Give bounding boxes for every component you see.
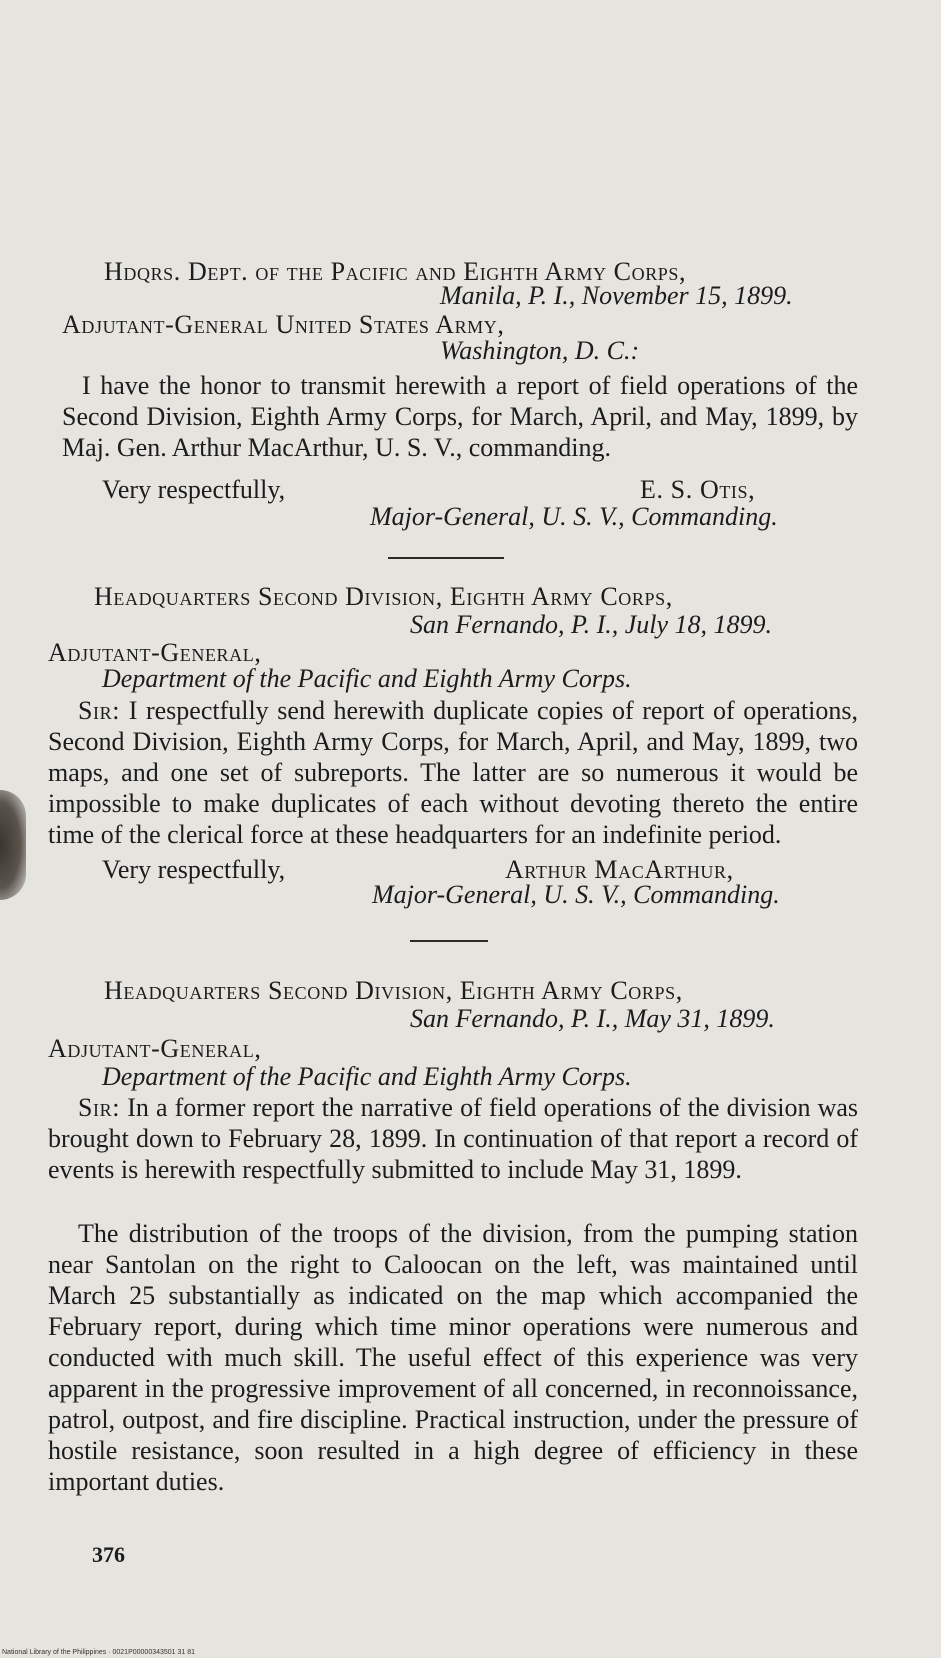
letter3-body1-text: In a former report the narrative of field operations of the division was brought down to February 28, 1899. In continuation of that report a record of events is herewith respectfully submitted to include May 31, 1899. — [48, 1093, 859, 1184]
letter3-body-2: The distribution of the troops of the division, from the pumping station near Santolan on the right to Caloocan on the left, was maintained until March 25 substantially as indicated on the map which accompanied the February report, during which time minor operations were numerous and conducted with much skill. The useful effect of this experience was very apparent in the progressive improvement of all concerned, in reconnoissance, patrol, outpost, and fire discipline. Practical instruction, under the pressure of hostile resistance, soon resulted in a high degree of efficiency in these important duties. — [48, 1219, 858, 1496]
letter2-place-date: San Fernando, P. I., July 18, 1899. — [410, 610, 773, 639]
letter2-signer: Arthur MacArthur, — [505, 855, 734, 884]
letter1-place-date: Manila, P. I., November 15, 1899. — [440, 281, 793, 310]
letter3-salutation: Sir: — [78, 1093, 121, 1122]
letter2-signer-title: Major-General, U. S. V., Commanding. — [372, 880, 780, 909]
letter2-addressee-dept: Department of the Pacific and Eighth Army Corps. — [102, 664, 632, 693]
letter2-closing: Very respectfully, — [102, 855, 286, 884]
scan-thumb-shadow — [0, 790, 26, 900]
section-divider — [388, 557, 504, 559]
letter3-body-1 — [48, 1092, 858, 1185]
letter1-signer: E. S. Otis, — [640, 475, 756, 504]
letter1-addressee-place: Washington, D. C.: — [440, 336, 640, 365]
letter1-signer-title: Major-General, U. S. V., Commanding. — [370, 502, 778, 531]
letter2-body — [48, 695, 858, 850]
letter2-body-text: I respectfully send herewith duplicate copies of report of operations, Second Division, Eighth Army Corps, for March, April, and May, 1899, two maps, and one set of subreports. The latter are so numerous it would be impossible to make duplicates of each without devoting thereto the entire time of the clerical force at these headquarters for an indefinite period. — [48, 696, 859, 849]
letter1-body: I have the honor to transmit herewith a report of field operations of the Second Division, Eighth Army Corps, for March, April, and May, 1899, by Maj. Gen. Arthur MacArthur, U. S. V., commanding. — [62, 371, 858, 462]
section-divider — [410, 940, 488, 942]
letter1-addressee: Adjutant-General United States Army, — [62, 310, 505, 339]
letter3-addressee: Adjutant-General, — [48, 1034, 262, 1063]
page-number: 376 — [92, 1542, 125, 1567]
scan-footer: National Library of the Philippines · 0021P00000343501 31 81 — [2, 1649, 196, 1656]
letter2-addressee: Adjutant-General, — [48, 638, 262, 667]
letter2-heading: Headquarters Second Division, Eighth Army Corps, — [94, 582, 673, 611]
letter1-heading: Hdqrs. Dept. of the Pacific and Eighth Army Corps, — [104, 257, 687, 286]
letter3-heading: Headquarters Second Division, Eighth Army Corps, — [104, 976, 683, 1005]
letter2-salutation: Sir: — [78, 696, 121, 725]
letter3-addressee-dept: Department of the Pacific and Eighth Army Corps. — [102, 1062, 632, 1091]
letter3-place-date: San Fernando, P. I., May 31, 1899. — [410, 1004, 775, 1033]
letter1-closing: Very respectfully, — [102, 475, 286, 504]
